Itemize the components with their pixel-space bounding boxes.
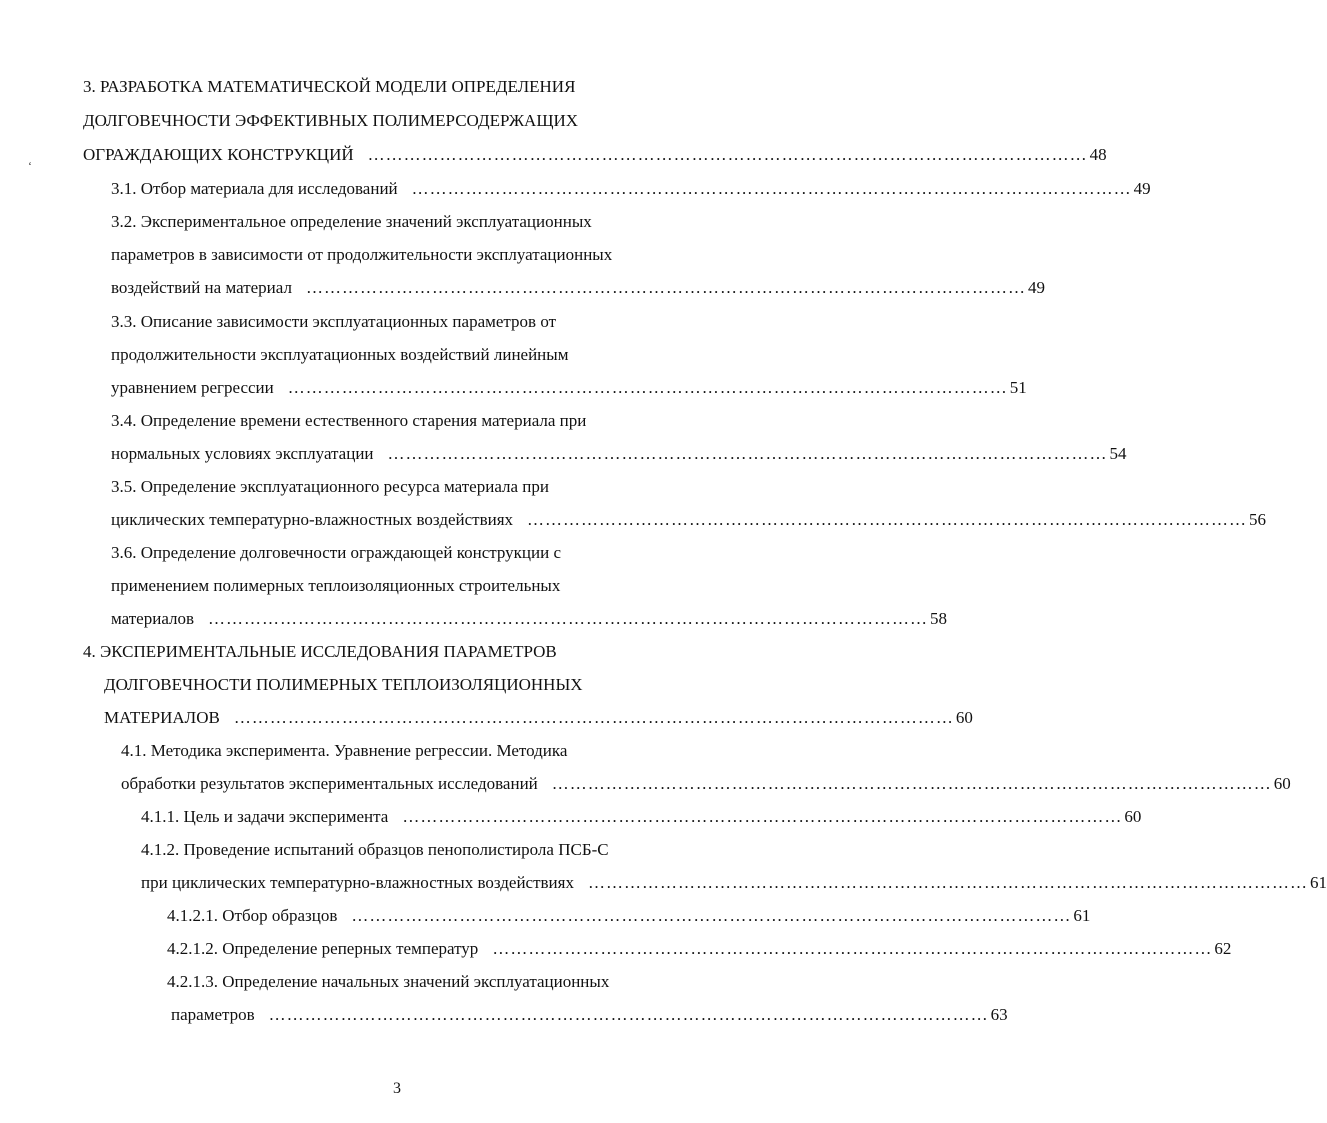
dot-leader: …………………………………………………………………………………………………………	[287, 378, 1008, 397]
toc-entry-3-4-leader	[111, 443, 1127, 465]
toc-entry-4-1-2-page: 61	[1309, 873, 1327, 892]
scan-mark: ‘	[28, 159, 32, 173]
toc-entry-3-3-line3: уравнением регрессии	[111, 378, 274, 397]
toc-entry-3-4-line1: 3.4. Определение времени естественного старения материала при	[111, 411, 587, 430]
toc-entry-4-line1: 4. ЭКСПЕРИМЕНТАЛЬНЫЕ ИССЛЕДОВАНИЯ ПАРАМЕТРОВ	[83, 642, 557, 661]
toc-entry-3-page: 48	[1089, 145, 1107, 164]
dot-leader: …………………………………………………………………………………………………………	[305, 278, 1026, 297]
dot-leader: …………………………………………………………………………………………………………	[587, 873, 1308, 892]
toc-entry-3-2-line2: параметров в зависимости от продолжительности эксплуатационных	[111, 245, 613, 264]
toc-entry-4-2-1-2-leader	[167, 938, 1232, 960]
dot-leader: …………………………………………………………………………………………………………	[367, 145, 1088, 164]
toc-entry-4-1-line2: обработки результатов экспериментальных исследований	[121, 774, 538, 793]
toc-entry-4-1-1-line1: 4.1.1. Цель и задачи эксперимента	[141, 807, 389, 826]
dot-leader: …………………………………………………………………………………………………………	[351, 906, 1072, 925]
dot-leader: …………………………………………………………………………………………………………	[233, 708, 954, 727]
toc-entry-4-1-1-page: 60	[1124, 807, 1142, 826]
toc-entry-4-2-1-3-leader	[171, 1004, 1008, 1026]
toc-entry-3-1-page: 49	[1133, 179, 1151, 198]
toc-entry-3-5-line1: 3.5. Определение эксплуатационного ресурса материала при	[111, 477, 549, 496]
toc-entry-3-2-leader	[111, 277, 1045, 299]
toc-entry-4-1-2-line2: при циклических температурно-влажностных воздействиях	[141, 873, 574, 892]
dot-leader: …………………………………………………………………………………………………………	[402, 807, 1123, 826]
dot-leader: …………………………………………………………………………………………………………	[527, 510, 1248, 529]
toc-entry-3-2-page: 49	[1027, 278, 1045, 297]
toc-entry-3-3-line2: продолжительности эксплуатационных воздействий линейным	[111, 345, 569, 364]
dot-leader: …………………………………………………………………………………………………………	[411, 179, 1132, 198]
toc-entry-4-1-2-1-page: 61	[1073, 906, 1091, 925]
toc-entry-4-2-1-2-line1: 4.2.1.2. Определение реперных температур	[167, 939, 479, 958]
toc-entry-3-4-line2: нормальных условиях эксплуатации	[111, 444, 374, 463]
dot-leader: …………………………………………………………………………………………………………	[208, 609, 929, 628]
toc-entry-3-line2: ДОЛГОВЕЧНОСТИ ЭФФЕКТИВНЫХ ПОЛИМЕРСОДЕРЖАЩИХ	[83, 111, 579, 130]
toc-entry-3-6-line1: 3.6. Определение долговечности ограждающей конструкции с	[111, 543, 562, 562]
toc-entry-3-5-page: 56	[1249, 510, 1267, 529]
toc-entry-4-line3: МАТЕРИАЛОВ	[104, 708, 220, 727]
dot-leader: …………………………………………………………………………………………………………	[551, 774, 1272, 793]
toc-entry-4-1-2-1-line1: 4.1.2.1. Отбор образцов	[167, 906, 338, 925]
toc-entry-3-3-line1: 3.3. Описание зависимости эксплуатационных параметров от	[111, 312, 557, 331]
toc-entry-4-1-2-leader	[141, 872, 1327, 894]
toc-entry-3-5-leader	[111, 509, 1267, 531]
toc-entry-3-2-line1: 3.2. Экспериментальное определение значений эксплуатационных	[111, 212, 592, 231]
toc-entry-4-1-1-leader	[141, 806, 1142, 828]
toc-entry-3-line3: ОГРАЖДАЮЩИХ КОНСТРУКЦИЙ	[83, 145, 354, 164]
dot-leader: …………………………………………………………………………………………………………	[268, 1005, 989, 1024]
toc-entry-4-1-leader	[121, 773, 1291, 795]
toc-entry-3-1-line1: 3.1. Отбор материала для исследований	[111, 179, 398, 198]
toc-entry-4-1-page: 60	[1273, 774, 1291, 793]
toc-entry-4-line2: ДОЛГОВЕЧНОСТИ ПОЛИМЕРНЫХ ТЕПЛОИЗОЛЯЦИОННЫХ	[104, 675, 583, 694]
toc-entry-4-2-1-3-page: 63	[990, 1005, 1008, 1024]
toc-entry-4-1-2-1-leader	[167, 905, 1091, 927]
toc-entry-3-2-line3: воздействий на материал	[111, 278, 292, 297]
toc-entry-4-1-line1: 4.1. Методика эксперимента. Уравнение регрессии. Методика	[121, 741, 568, 760]
toc-entry-3-4-page: 54	[1109, 444, 1127, 463]
toc-entry-3-6-leader	[111, 608, 948, 630]
toc-entry-3-6-page: 58	[930, 609, 948, 628]
dot-leader: …………………………………………………………………………………………………………	[387, 444, 1108, 463]
toc-entry-4-2-1-3-line1: 4.2.1.3. Определение начальных значений эксплуатационных	[167, 972, 610, 991]
toc-entry-4-1-2-line1: 4.1.2. Проведение испытаний образцов пенополистирола ПСБ-С	[141, 840, 609, 859]
toc-entry-3-5-line2: циклических температурно-влажностных воздействиях	[111, 510, 514, 529]
toc-entry-3-6-line3: материалов	[111, 609, 195, 628]
toc-entry-4-page: 60	[955, 708, 973, 727]
toc-entry-4-2-1-3-line2: параметров	[171, 1005, 255, 1024]
toc-entry-3-leader	[83, 144, 1107, 166]
toc-entry-3-1-leader	[111, 178, 1151, 200]
toc-entry-4-2-1-2-page: 62	[1214, 939, 1232, 958]
toc-entry-3-3-page: 51	[1009, 378, 1027, 397]
dot-leader: …………………………………………………………………………………………………………	[492, 939, 1213, 958]
toc-entry-3-6-line2: применением полимерных теплоизоляционных строительных	[111, 576, 561, 595]
page-number: 3	[393, 1080, 401, 1097]
toc-entry-3-line1: 3. РАЗРАБОТКА МАТЕМАТИЧЕСКОЙ МОДЕЛИ ОПРЕДЕЛЕНИЯ	[83, 77, 576, 96]
toc-entry-3-3-leader	[111, 377, 1027, 399]
toc-entry-4-leader	[104, 707, 973, 729]
